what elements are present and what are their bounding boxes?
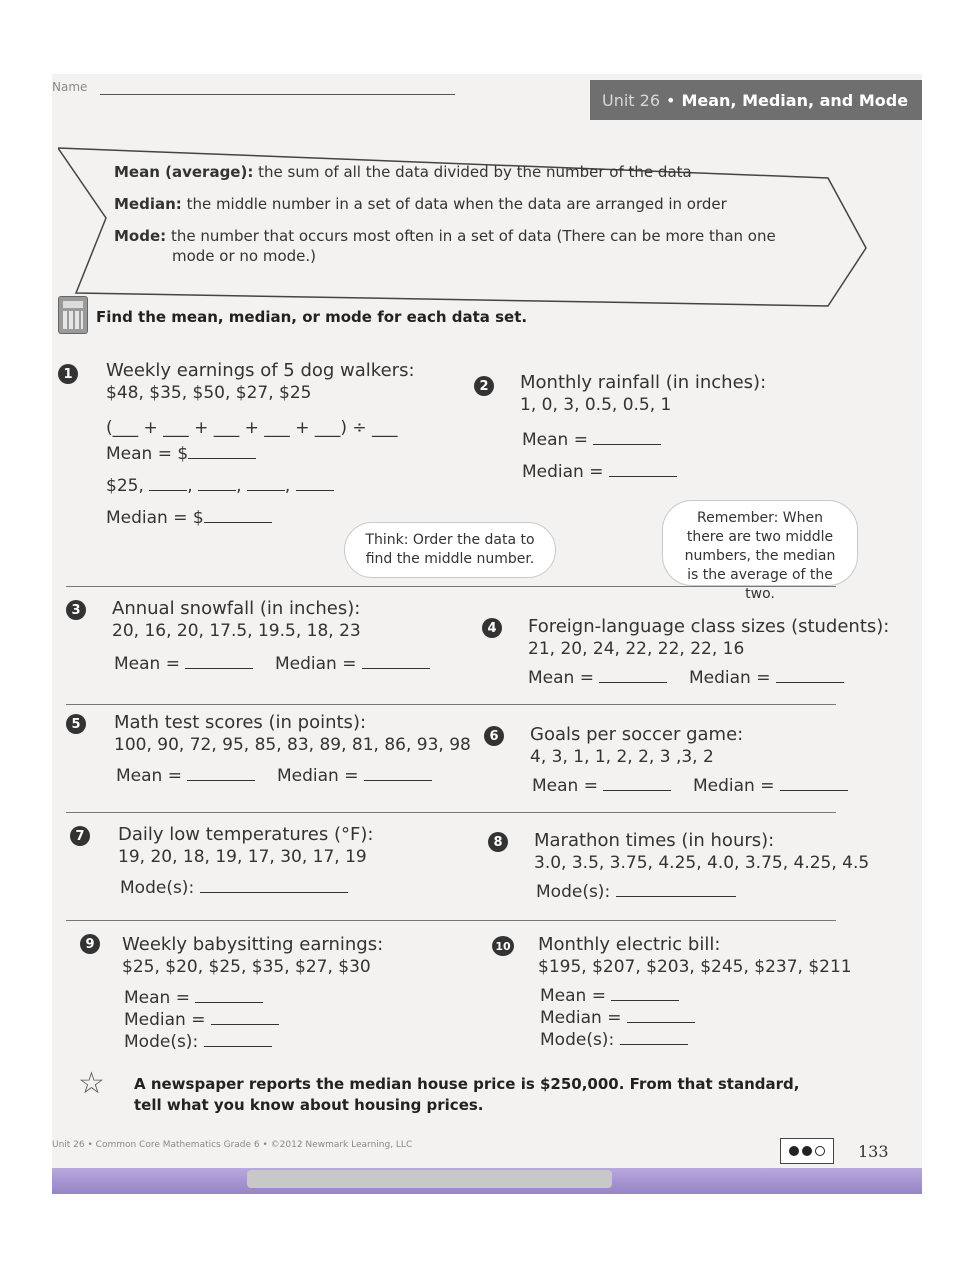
calculator-icon: [58, 296, 88, 334]
median-term: Median:: [114, 195, 182, 213]
problem-1-badge: 1: [58, 364, 78, 384]
problem-data: $48, $35, $50, $27, $25: [106, 383, 312, 403]
problem-6: [530, 724, 743, 768]
median-answer-blank[interactable]: [609, 462, 677, 477]
problem-10-mode: [540, 1030, 688, 1050]
median-text: the middle number in a set of data when the data are arranged in order: [186, 195, 727, 213]
mean-text: the sum of all the data divided by the number of the data: [258, 163, 692, 181]
problem-8-badge: 8: [488, 832, 508, 852]
problem-8-answers: [536, 882, 736, 902]
problem-4-answers: [528, 668, 844, 688]
problem-4: [528, 616, 889, 660]
mode-term: Mode:: [114, 227, 167, 245]
worksheet-page: [52, 74, 922, 1194]
mean-label: Mean =: [124, 988, 190, 1008]
problem-9: [122, 934, 383, 978]
median-answer-blank[interactable]: [211, 1010, 279, 1025]
mode-definition-cont: mode or no mode.): [172, 247, 317, 265]
mean-answer-blank[interactable]: [187, 766, 255, 781]
problem-10-mean: [540, 986, 679, 1006]
problem-data: $195, $207, $203, $245, $237, $211: [538, 957, 852, 977]
mean-label: Mean =: [528, 668, 594, 688]
definitions-box: [58, 138, 898, 308]
star-icon: ☆: [78, 1066, 105, 1101]
problem-5-answers: [116, 766, 432, 786]
mean-label: Mean = $: [106, 444, 189, 464]
median-label: Median =: [693, 776, 775, 796]
mode-label: Mode(s):: [124, 1032, 199, 1052]
problem-1-sum-line: (___ + ___ + ___ + ___ + ___) ÷ ___: [106, 418, 398, 438]
problem-data: 21, 20, 24, 22, 22, 22, 16: [528, 639, 745, 659]
problem-data: $25, $20, $25, $35, $27, $30: [122, 957, 371, 977]
mean-answer-blank[interactable]: [188, 444, 256, 459]
mean-answer-blank[interactable]: [185, 654, 253, 669]
problem-10-badge: 10: [492, 936, 514, 956]
mean-answer-blank[interactable]: [603, 776, 671, 791]
problem-title: Foreign-language class sizes (students):: [528, 616, 890, 637]
median-answer-blank[interactable]: [204, 508, 272, 523]
mode-label: Mode(s):: [540, 1030, 615, 1050]
problem-9-mode: [124, 1032, 272, 1052]
problem-9-mean: [124, 988, 263, 1008]
mean-answer-blank[interactable]: [593, 430, 661, 445]
problem-3-answers: [114, 654, 430, 674]
think-tip-cloud: Think: Order the data to find the middle number.: [344, 522, 556, 578]
problem-title: Math test scores (in points):: [114, 712, 367, 733]
problem-title: Goals per soccer game:: [530, 724, 744, 745]
problem-data: 19, 20, 18, 19, 17, 30, 17, 19: [118, 847, 367, 867]
mean-label: Mean =: [532, 776, 598, 796]
problem-9-median: [124, 1010, 279, 1030]
problem-6-badge: 6: [484, 726, 504, 746]
median-label: Median =: [689, 668, 771, 688]
order-blank[interactable]: [296, 476, 334, 491]
median-answer-blank[interactable]: [364, 766, 432, 781]
problem-data: 4, 3, 1, 1, 2, 2, 3 ,3, 2: [530, 747, 714, 767]
filled-dot: [802, 1146, 812, 1156]
problem-4-badge: 4: [482, 618, 502, 638]
section-divider: [66, 704, 836, 705]
mode-text-1: the number that occurs most often in a set of data (There can be more than one: [170, 227, 776, 245]
median-label: Median =: [277, 766, 359, 786]
problem-2-badge: 2: [474, 376, 494, 396]
mean-answer-blank[interactable]: [599, 668, 667, 683]
problem-title: Monthly rainfall (in inches):: [520, 372, 767, 393]
problem-5-badge: 5: [66, 714, 86, 734]
difficulty-dots-icon: [780, 1138, 834, 1164]
unit-separator: •: [666, 90, 676, 110]
problem-10: [538, 934, 852, 978]
mean-label: Mean =: [522, 430, 588, 450]
median-label: Median =: [540, 1008, 622, 1028]
median-label: Median = $: [106, 508, 204, 528]
challenge-question: A newspaper reports the median house price is $250,000. From that standard, tell what you know about housing prices.: [134, 1075, 800, 1114]
problem-10-median: [540, 1008, 695, 1028]
problem-data: 20, 16, 20, 17.5, 19.5, 18, 23: [112, 621, 361, 641]
problem-data: 3.0, 3.5, 3.75, 4.25, 4.0, 3.75, 4.25, 4.5: [534, 853, 870, 873]
unit-header: [590, 80, 922, 120]
problem-3-badge: 3: [66, 600, 86, 620]
mean-answer-blank[interactable]: [611, 986, 679, 1001]
filled-dot: [789, 1146, 799, 1156]
section-divider: [66, 812, 836, 813]
section-divider: [66, 586, 836, 587]
footer-credit: Unit 26 • Common Core Mathematics Grade 6 • ©2012 Newmark Learning, LLC: [52, 1140, 413, 1150]
mean-label: Mean =: [116, 766, 182, 786]
median-answer-blank[interactable]: [780, 776, 848, 791]
unit-title: Mean, Median, and Mode: [681, 90, 909, 110]
problem-data: 1, 0, 3, 0.5, 0.5, 1: [520, 395, 672, 415]
median-label: Median =: [522, 462, 604, 482]
median-label: Median =: [124, 1010, 206, 1030]
problem-1: [106, 360, 415, 404]
order-start: $25,: [106, 476, 144, 496]
problem-data: 100, 90, 72, 95, 85, 83, 89, 81, 86, 93, 98: [114, 735, 471, 755]
page-number: 133: [858, 1142, 889, 1161]
empty-dot: [815, 1146, 825, 1156]
problem-title: Marathon times (in hours):: [534, 830, 775, 851]
problem-9-badge: 9: [80, 934, 100, 954]
problem-title: Weekly earnings of 5 dog walkers:: [106, 360, 415, 381]
problem-title: Daily low temperatures (°F):: [118, 824, 374, 845]
problem-title: Monthly electric bill:: [538, 934, 721, 955]
mean-answer-blank[interactable]: [195, 988, 263, 1003]
problem-1-mean: [106, 444, 256, 464]
mode-label: Mode(s):: [120, 878, 195, 898]
problem-2-mean: [522, 430, 661, 450]
order-blank[interactable]: [149, 476, 187, 491]
name-line: [100, 94, 455, 95]
mean-label: Mean =: [114, 654, 180, 674]
problem-2-median: [522, 462, 677, 482]
order-blank[interactable]: [247, 476, 285, 491]
problem-7-badge: 7: [70, 826, 90, 846]
median-answer-blank[interactable]: [362, 654, 430, 669]
problem-3: [112, 598, 361, 642]
mean-term: Mean (average):: [114, 163, 254, 181]
mean-label: Mean =: [540, 986, 606, 1006]
section-divider: [66, 920, 836, 921]
mode-answer-blank[interactable]: [204, 1032, 272, 1047]
median-answer-blank[interactable]: [776, 668, 844, 683]
pencil-metal-band: [247, 1170, 612, 1188]
order-blank[interactable]: [198, 476, 236, 491]
median-label: Median =: [275, 654, 357, 674]
problem-title: Annual snowfall (in inches):: [112, 598, 361, 619]
instruction: Find the mean, median, or mode for each data set.: [96, 308, 528, 326]
problem-7: [118, 824, 373, 868]
problem-title: Weekly babysitting earnings:: [122, 934, 384, 955]
problem-8: [534, 830, 869, 874]
mode-answer-blank[interactable]: [620, 1030, 688, 1045]
median-definition: [114, 194, 727, 214]
problem-6-answers: [532, 776, 848, 796]
problem-2: [520, 372, 766, 416]
mode-answer-blank[interactable]: [616, 882, 736, 897]
problem-7-answers: [120, 878, 348, 898]
mode-definition: [114, 226, 776, 246]
unit-number: Unit 26: [602, 90, 661, 110]
remember-tip-cloud: Remember: When there are two middle numbers, the median is the average of the two.: [662, 500, 858, 586]
problem-1-median: [106, 508, 272, 528]
problem-1-order: $25, , , ,: [106, 476, 334, 496]
mean-definition: [114, 162, 692, 182]
mode-answer-blank[interactable]: [200, 878, 348, 893]
problem-5: [114, 712, 471, 756]
median-answer-blank[interactable]: [627, 1008, 695, 1023]
mode-label: Mode(s):: [536, 882, 611, 902]
name-label: Name: [52, 80, 88, 94]
